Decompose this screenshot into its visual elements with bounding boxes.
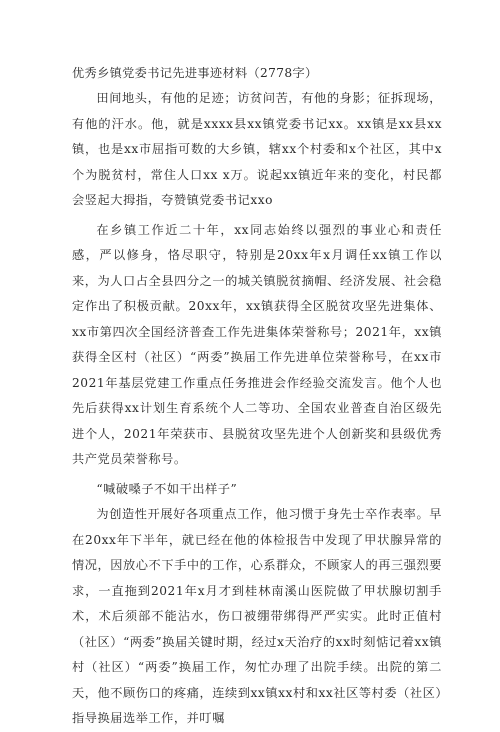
section-subheading: “喊破嗓子不如干出样子” [96, 481, 238, 496]
document-title: 优秀乡镇党委书记先进事迹材料（2778字） [72, 66, 318, 80]
paragraph-dedication: 为创造性开展好各项重点工作，他习惯于身先士卒作表率。早在20xx年下半年，就已经在他的体检报告中发现了甲状腺异常的情况，因放心不下手中的工作，心系群众，不顾家人的再三强烈要求，一直拖到2021年x月才到桂林南溪山医院做了甲状腺切割手术，术后须部不能沾水，伤口被绷带绑得严严实实。此时正值村（社区）“两委”换届关键时期，经过x天治疗的xx时刻惦记着xx镇村（社区）“两委”换届工作，匆忙办理了出院手续。出院的第二天，他不顾伤口的疼痛，连续到xx镇xx村和xx社区等村委（社区）指导换届选举工作，并叮嘱 [72, 507, 442, 725]
paragraph-intro: 田间地头，有他的足迹；访贫问苦，有他的身影；征拆现场，有他的汗水。他，就是xxxx县xx镇党委书记xx。xx镇是xx县xx镇，也是xx市屈指可数的大乡镇，辖xx个村委和x个社区，其中x个为脱贫村，常住人口xx x万。说起xx镇近年来的变化，村民都会竖起大拇指，夸赞镇党委书记xxo [72, 91, 442, 207]
paragraph-achievements: 在乡镇工作近二十年，xx同志始终以强烈的事业心和责任感，严以修身，恪尽职守，特别是20xx年x月调任xx镇工作以来，为人口占全县四分之一的城关镇脱贫摘帽、经济发展、社会稳定作出了积极贡献。20xx年，xx镇获得全区脱贫攻坚先进集体、xx市第四次全国经济普查工作先进集体荣誉称号；2021年，xx镇获得全区村（社区）“两委”换届工作先进单位荣誉称号，在xx市2021年基层党建工作重点任务推进会作经验交流发言。他个人也先后获得xx计划生育系统个人二等功、全国农业普查自治区级先进个人，2021年荣获市、县脱贫攻坚先进个人创新奖和县级优秀共产党员荣誉称号。 [72, 222, 442, 466]
